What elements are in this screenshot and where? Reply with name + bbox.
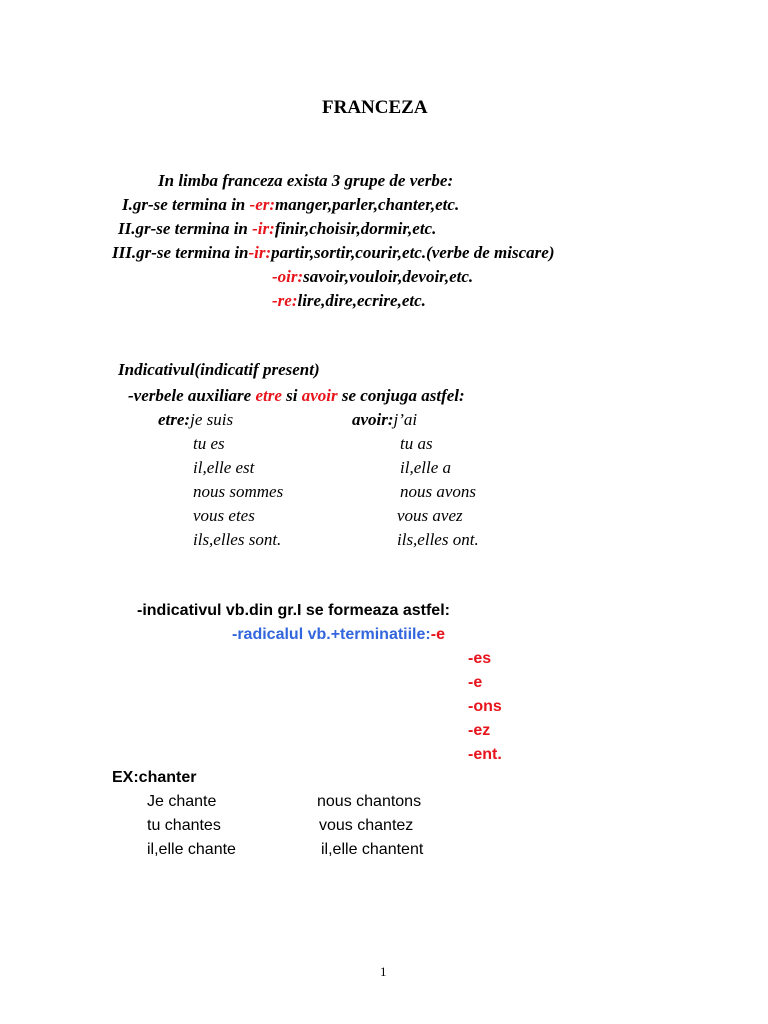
group-label: II.gr-se termina in	[118, 219, 253, 238]
etre-form: je suis	[190, 410, 234, 429]
example-left: il,elle chante	[147, 841, 236, 858]
aux-etre: etre	[255, 386, 282, 405]
group-ending: -ir:	[248, 243, 272, 262]
avoir-form: j’ai	[393, 410, 418, 429]
grupa1-formula	[232, 625, 445, 645]
avoir-label: avoir:	[352, 410, 394, 429]
example-left: Je chante	[147, 793, 217, 810]
ending: -e	[430, 626, 445, 643]
auxiliary-line	[128, 386, 465, 406]
page-title: FRANCEZA	[322, 97, 428, 118]
ending: -ent.	[468, 746, 502, 763]
aux-text: -verbele auxiliare	[128, 386, 256, 405]
group-label: I.gr-se termina in	[122, 195, 250, 214]
group-examples: manger,parler,chanter,etc.	[275, 195, 460, 214]
group-line-5	[272, 291, 426, 311]
aux-si: si	[281, 386, 302, 405]
group-examples: finir,choisir,dormir,etc.	[274, 219, 437, 238]
etre-label: etre:	[158, 410, 191, 429]
group-ending: -ir:	[252, 219, 275, 238]
etre-form: nous sommes	[193, 482, 284, 501]
formula-text: -radicalul vb.+terminatiile:	[232, 626, 431, 643]
aux-avoir: avoir	[301, 386, 338, 405]
etre-row-1	[158, 410, 233, 430]
avoir-form: vous avez	[397, 506, 463, 525]
group-line-3	[112, 243, 555, 263]
group-line-4	[272, 267, 473, 287]
example-right: vous chantez	[319, 817, 414, 834]
group-examples: lire,dire,ecrire,etc.	[297, 291, 426, 310]
avoir-form: il,elle a	[400, 458, 451, 477]
avoir-form: ils,elles ont.	[397, 530, 479, 549]
group-line-1	[122, 195, 459, 215]
group-line-2	[118, 219, 436, 239]
group-examples: partir,sortir,courir,etc.(verbe de miscare)	[271, 243, 555, 262]
ending: -ez	[468, 722, 491, 739]
example-right: il,elle chantent	[321, 841, 424, 858]
group-ending: -er:	[249, 195, 276, 214]
ending: -ons	[468, 698, 502, 715]
etre-form: ils,elles sont.	[193, 530, 282, 549]
example-label: EX:chanter	[112, 769, 197, 786]
etre-form: il,elle est	[193, 458, 255, 477]
etre-form: tu es	[193, 434, 225, 453]
indicativ-heading: Indicativul(indicatif present)	[118, 360, 320, 379]
example-left: tu chantes	[147, 817, 221, 834]
etre-form: vous etes	[193, 506, 255, 525]
avoir-form: nous avons	[400, 482, 477, 501]
group-ending: -oir:	[272, 267, 304, 286]
group-label: III.gr-se termina in	[112, 243, 249, 262]
page-number: 1	[380, 964, 387, 979]
ending: -es	[468, 650, 492, 667]
example-right: nous chantons	[317, 793, 422, 810]
avoir-row-1	[352, 410, 417, 430]
grupa1-heading: -indicativul vb.din gr.I se formeaza astfel:	[137, 602, 450, 619]
aux-text-end: se conjuga astfel:	[337, 386, 465, 405]
group-ending: -re:	[272, 291, 298, 310]
group-examples: savoir,vouloir,devoir,etc.	[303, 267, 474, 286]
ending: -e	[468, 674, 483, 691]
intro-line: In limba franceza exista 3 grupe de verbe:	[158, 171, 454, 190]
avoir-form: tu as	[400, 434, 433, 453]
